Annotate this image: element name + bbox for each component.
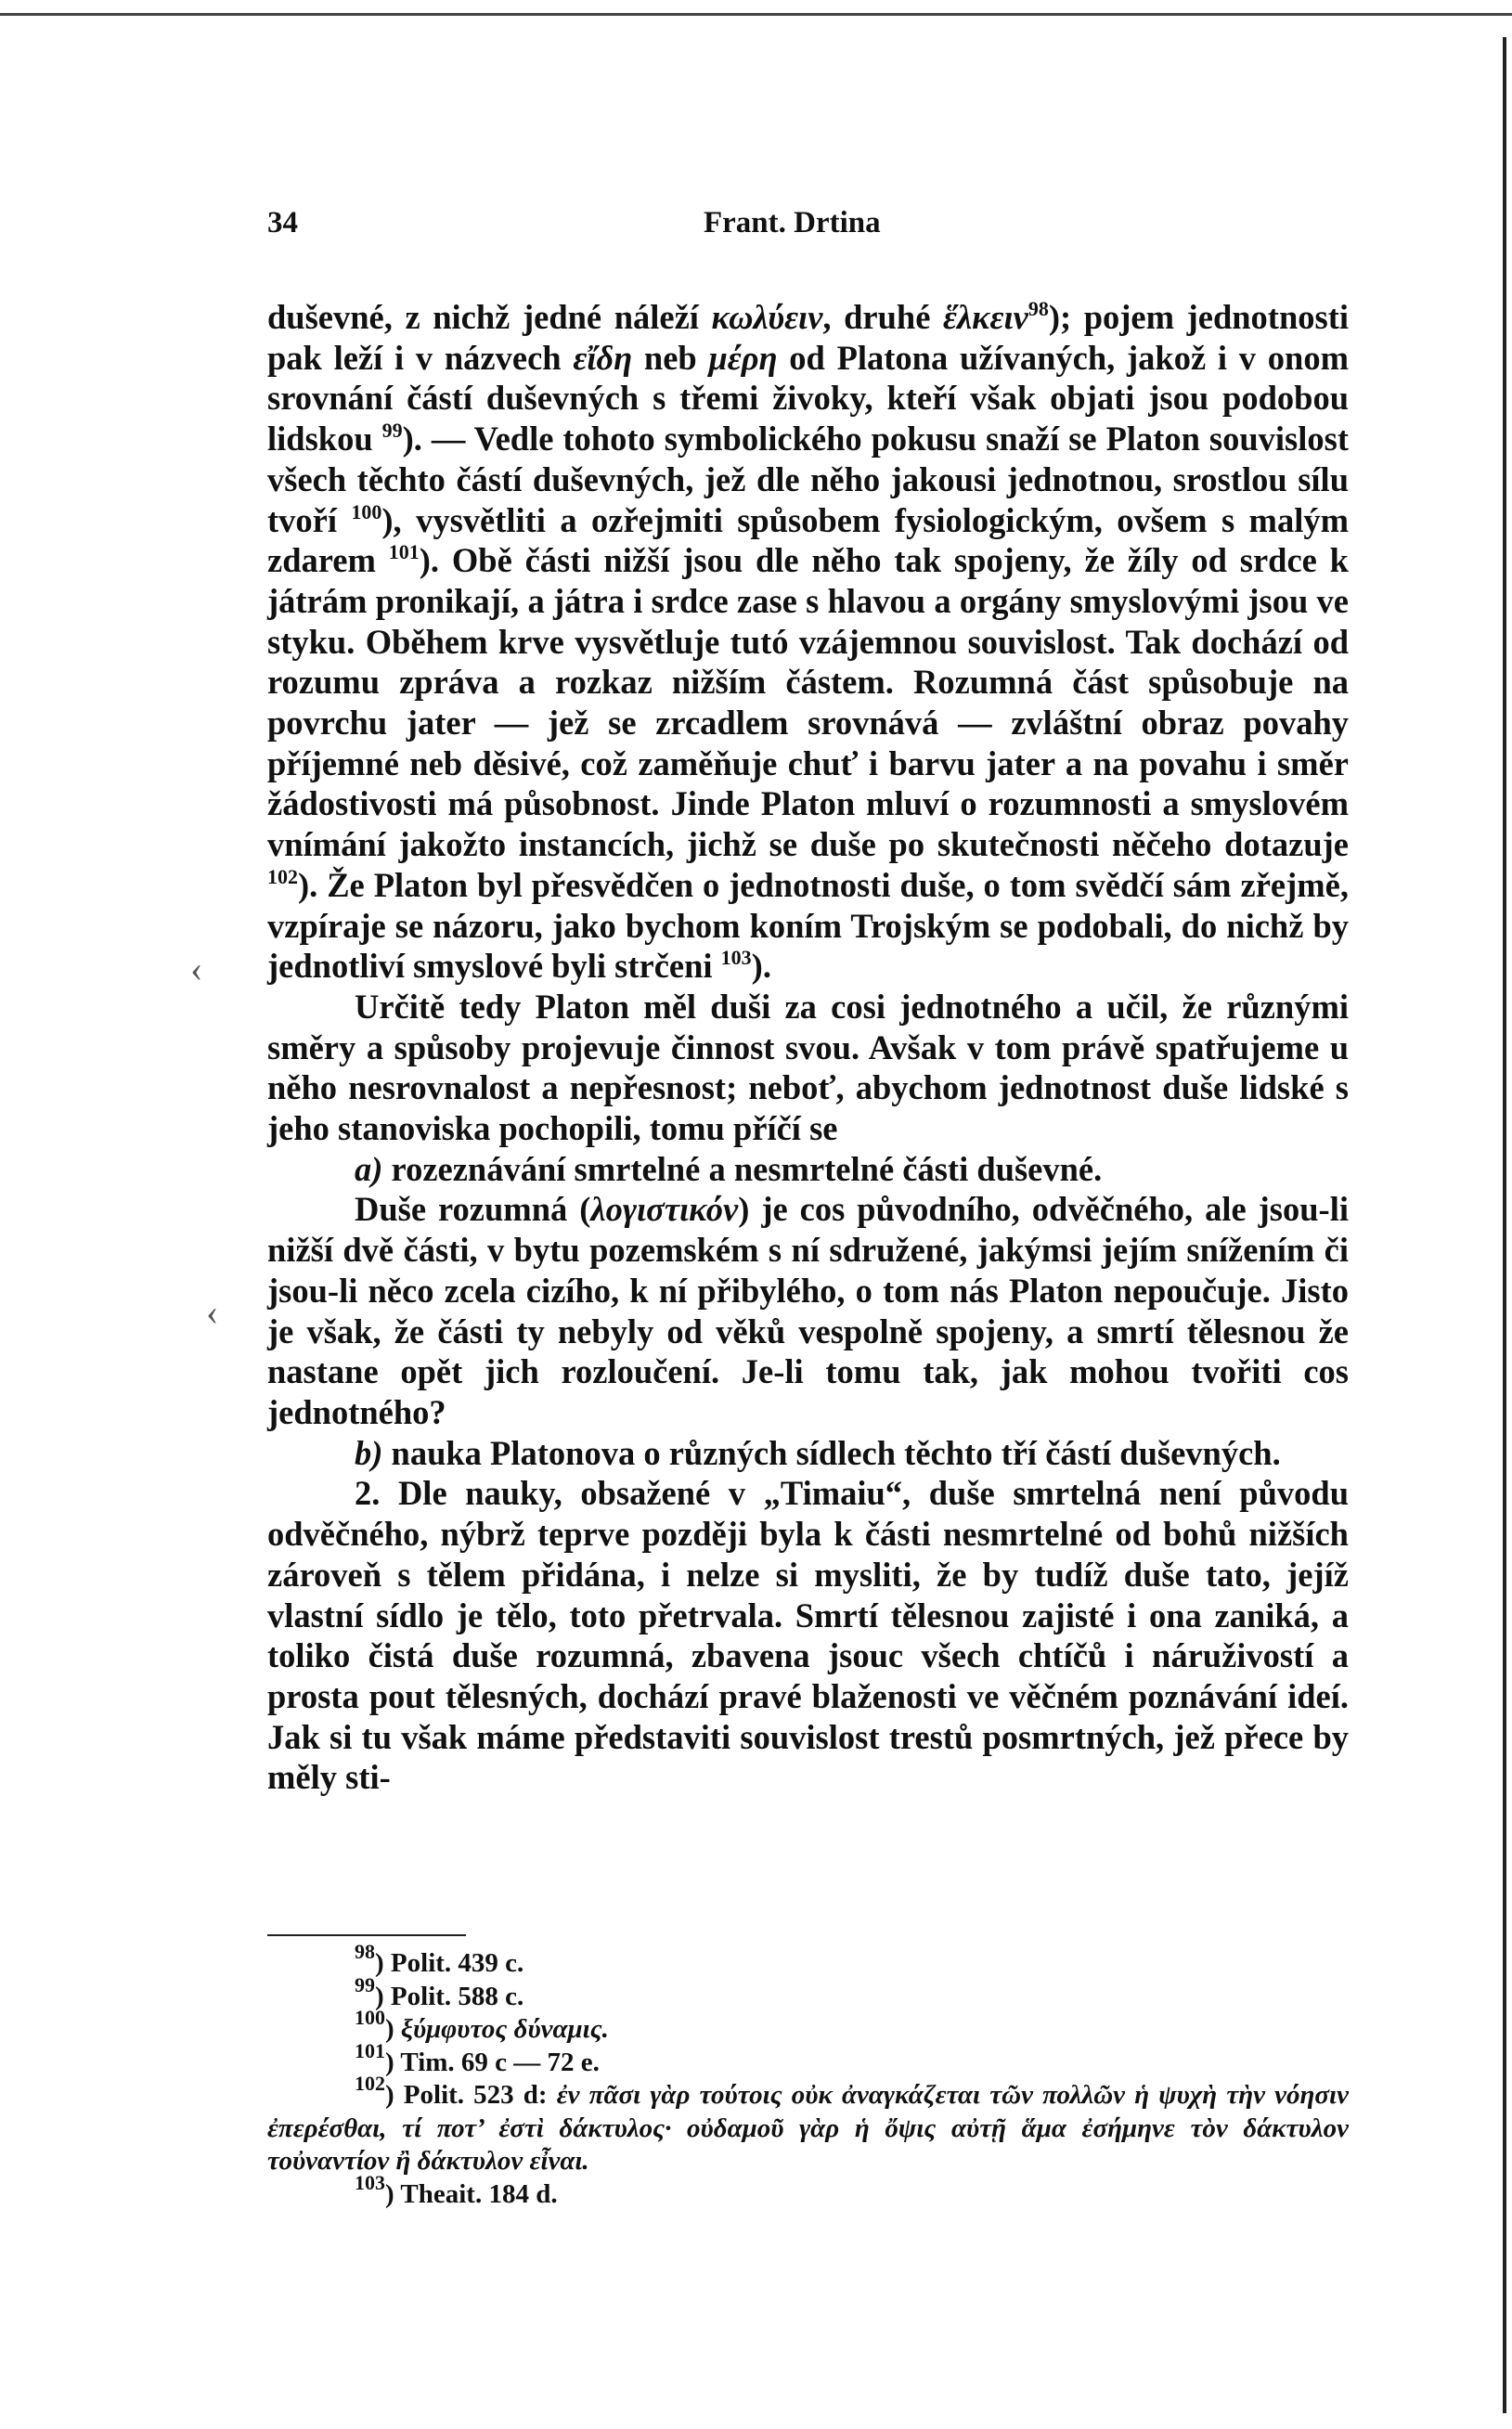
footnote-ref: 101	[388, 540, 420, 564]
list-label: b)	[355, 1433, 383, 1472]
footnote: $^{98}$) Polit. 439 c.	[355, 1940, 524, 1978]
footnote: $^{101}$) Tim. 69 c — 72 e.	[355, 2038, 600, 2077]
body-text	[267, 297, 1349, 1798]
footnote: $^{103}$) Theait. 184 d.	[355, 2170, 558, 2209]
scan-right-edge	[1503, 37, 1506, 2413]
list-label: a)	[355, 1149, 383, 1188]
footnote-ref: 103	[720, 946, 752, 970]
footnote-ref: 102	[267, 864, 298, 888]
running-header	[267, 206, 1344, 247]
footnote-separator	[267, 1934, 466, 1936]
footnote: $^{102}$) Polit. 523 d: ἐν πᾶσι γὰρ τούτοις οὐκ ἀναγκάζεται τῶν πολλῶν ἡ ψυχὴ τὴν νόησιν ἐπερέσθαι, τί ποτ’ ἐστὶ δάκτυλος· οὐδαμοῦ γὰρ ἡ ὄψις αὐτῇ ἅμα ἐσήμηνε τὸν δάκτυλον τοὐναντίον ἢ δάκτυλον εἶναι.	[267, 2072, 1349, 2176]
footnote: $^{100}$) ξύμφυτος δύναμις.	[355, 2006, 609, 2044]
paragraph: a) rozeznávání smrtelné a nesmrtelné části duševné.	[355, 1149, 1103, 1188]
footnote-ref: 98	[1027, 297, 1049, 320]
footnote-ref: 99	[381, 419, 403, 443]
footnote-ref: 100	[351, 499, 382, 523]
paragraph: Duše rozumná (λογιστικόν) je cos původního, odvěčného, ale jsou-li nižší dvě části, v bytu pozemském s ní sdružené, jakýmsi jejím snížením či jsou-li něco zcela cizího, k ní přibylého, o tom nás Platon nepoučuje. Jisto je však, že části ty nebyly od věků vespolně spojeny, a smrtí tělesnou že nastane opět jich rozloučení. Je-li tomu tak, jak mohou tvořiti cos jednotného?	[267, 1190, 1349, 1431]
paragraph: duševné, z nichž jedné náleží κωλύειν, druhé ἕλκειν$^{98}$); pojem jednotnosti pak leží i v názvech εἴδη neb μέρη od Platona užívaných, jakož i v onom srovnání částí duševných s třemi živoky, kteří však objati jsou podobou lidskou $^{99}$). — Vedle tohoto symbolického pokusu snaží se Platon souvislost všech těchto částí duševných, jež dle něho jakousi jednotnou, srostlou sílu tvoří $^{100}$), vysvětliti a ozřejmiti spůsobem fysiologickým, ovšem s malým zdarem $^{101}$). Obě části nižší jsou dle něho tak spojeny, že žíly od srdce k játrám pronikají, a játra i srdce zase s hlavou a orgány smyslovými jsou ve styku. Oběhem krve vysvětluje tutó vzájemnou souvislost. Tak dochází od rozumu zpráva a rozkaz nižším částem. Rozumná část spůsobuje na povrchu jater — jež se zrcadlem srovnává — zvláštní obraz povahy příjemné neb děsivé, což zaměňuje chuť i barvu jater a na povahu i směr žádostivosti má působnost. Jinde Platon mluví o rozumnosti a smyslovém vnímání jakožto instancích, jichž se duše po skutečnosti něčeho dotazuje $^{102}$). Že Platon byl přesvědčen o jednotnosti duše, o tom svědčí sám zřejmě, vzpíraje se názoru, jako bychom koním Trojským se podobali, do nichž by jednotliví smyslové byli strčeni $^{103}$).	[267, 297, 1350, 986]
margin-mark: ‹	[190, 948, 203, 989]
paragraph: 2. Dle nauky, obsažené v „Timaiu“, duše smrtelná není původu odvěčného, nýbrž teprve později byla k části nesmrtelné od bohů nižších zároveň s tělem přidána, i nelze si mysliti, že by tudíž duše tato, jejíž vlastní sídlo je tělo, toto přetrvala. Smrtí tělesnou zajisté i ona zaniká, a toliko čistá duše rozumná, zbavena jsouc všech chtíčů i náruživostí a prosta pout tělesných, dochází pravé blaženosti ve věčném poznávání ideí. Jak si tu však máme představiti souvislost trestů posmrtných, jež přece by měly sti-	[267, 1474, 1349, 1797]
scan-top-edge	[0, 13, 1512, 16]
running-head-author: Frant. Drtina	[704, 206, 881, 239]
page-number: 34	[267, 206, 298, 239]
paragraph: b) nauka Platonova o různých sídlech těchto tří částí duševných.	[355, 1433, 1281, 1472]
margin-mark: ‹	[206, 1291, 219, 1333]
footnotes	[267, 1940, 1349, 2211]
paragraph: Určitě tedy Platon měl duši za cosi jednotného a učil, že různými směry a spůsoby projevuje činnost svou. Avšak v tom právě spatřujeme u něho nesrovnalost a nepřesnost; neboť, abychom jednotnost duše lidské s jeho stanoviska pochopili, tomu příčí se	[267, 987, 1349, 1148]
footnote: $^{99}$) Polit. 588 c.	[355, 1972, 524, 2011]
